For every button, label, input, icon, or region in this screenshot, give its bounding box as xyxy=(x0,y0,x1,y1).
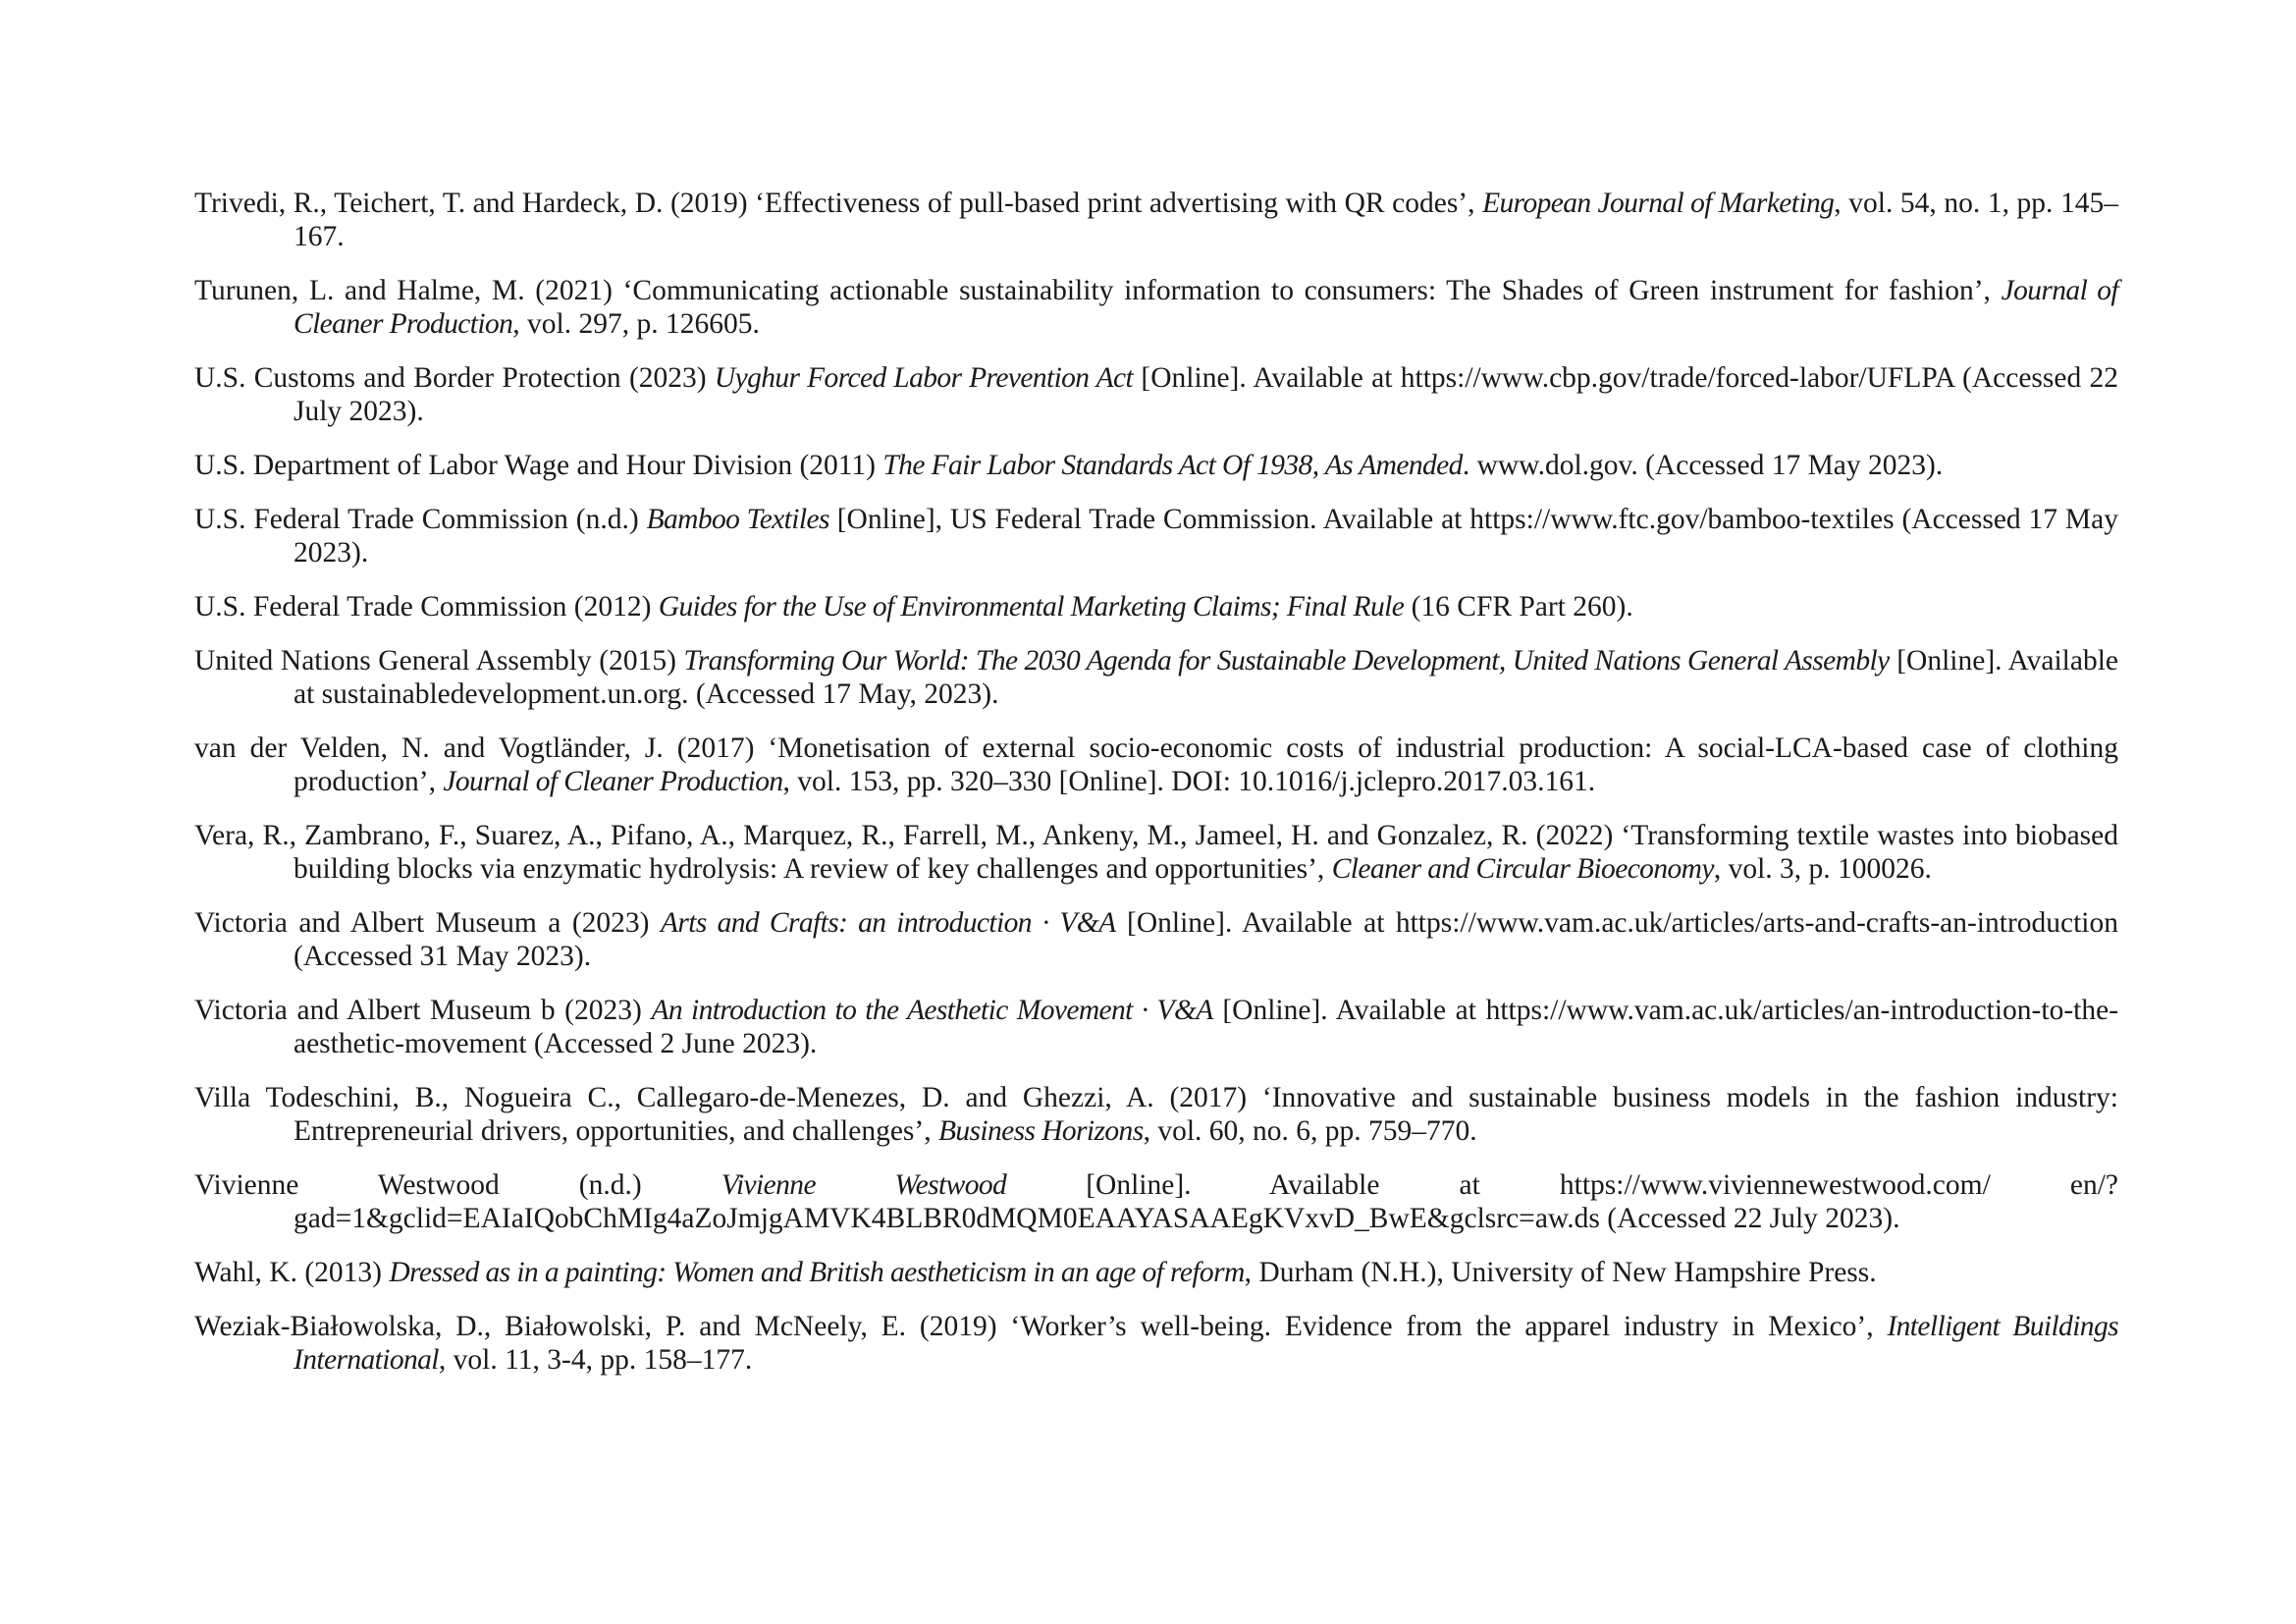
reference-entry xyxy=(194,644,2118,711)
reference-list xyxy=(194,187,2118,1397)
reference-text: U.S. Department of Labor Wage and Hour Division (2011) xyxy=(194,450,883,481)
reference-text: Vera, R., Zambrano, F., Suarez, A., Pifano, A., Marquez, R., Farrell, M., Ankeny, M., Jameel, H. and Gonzalez, R. (2022) ‘Transforming textile wastes into biobased building blocks via enzymatic hydrolysis: A review of key challenges and opportunities’, xyxy=(194,820,2118,885)
reference-text: U.S. Federal Trade Commission (n.d.) xyxy=(194,504,647,535)
reference-entry xyxy=(194,1256,2118,1289)
reference-details: [Online]. Available at sustainabledevelopment.un.org. (Accessed 17 May, 2023). xyxy=(294,645,2118,710)
reference-entry xyxy=(194,906,2118,973)
reference-entry xyxy=(194,1081,2118,1148)
reference-details: [Online], US Federal Trade Commission. Available at https://www.ftc.gov/bamboo-textiles (Accessed 17 May 2023). xyxy=(294,504,2118,568)
reference-details: [Online]. Available at https://www.cbp.gov/trade/forced-labor/UFLPA (Accessed 22 July 2023). xyxy=(294,362,2119,427)
reference-entry xyxy=(194,503,2118,569)
reference-entry xyxy=(194,590,2118,623)
reference-source-title: Cleaner and Circular Bioeconomy xyxy=(1331,853,1714,885)
reference-details: , Durham (N.H.), University of New Hampshire Press. xyxy=(1244,1257,1877,1288)
reference-text: United Nations General Assembly (2015) xyxy=(194,645,684,677)
reference-text: Trivedi, R., Teichert, T. and Hardeck, D. (2019) ‘Effectiveness of pull-based print advertising with QR codes’, xyxy=(194,188,1483,219)
reference-details: , vol. 11, 3-4, pp. 158–177. xyxy=(438,1344,753,1376)
reference-entry xyxy=(194,187,2118,253)
reference-text: van der Velden, N. and Vogtländer, J. (2017) ‘Monetisation of external socio-economic costs of industrial production: A social-LCA-based case of clothing production’, xyxy=(194,732,2118,797)
reference-details: [Online]. Available at https://www.vam.ac.uk/articles/arts-and-crafts-an-introduction (Accessed 31 May 2023). xyxy=(294,907,2119,972)
reference-source-title: Business Horizons xyxy=(937,1115,1144,1147)
reference-source-title: Journal of Cleaner Production xyxy=(443,766,783,797)
reference-entry xyxy=(194,361,2118,428)
reference-text: U.S. Federal Trade Commission (2012) xyxy=(194,591,659,623)
reference-details: , vol. 153, pp. 320–330 [Online]. DOI: 10.1016/j.jclepro.2017.03.161. xyxy=(782,766,1596,797)
reference-source-title: Journal of Cleaner Production xyxy=(294,275,2119,340)
reference-details: , vol. 297, p. 126605. xyxy=(512,308,760,340)
reference-details: . www.dol.gov. (Accessed 17 May 2023). xyxy=(1462,450,1944,481)
reference-text: Weziak-Białowolska, D., Białowolski, P. and McNeely, E. (2019) ‘Worker’s well-being. Evidence from the apparel industry in Mexico’, xyxy=(194,1311,1888,1342)
reference-text: Villa Todeschini, B., Nogueira C., Callegaro-de-Menezes, D. and Ghezzi, A. (2017) ‘Innovative and sustainable business models in the fashion industry: Entrepreneurial drivers, opportunities, and challenges’, xyxy=(194,1082,2118,1147)
reference-source-title: Bamboo Textiles xyxy=(646,504,829,535)
reference-details: [Online]. Available at https://www.vam.ac.uk/articles/an-introduction-to-the-aesthetic-movement (Accessed 2 June 2023). xyxy=(294,995,2119,1059)
reference-entry xyxy=(194,449,2118,482)
reference-details: , vol. 54, no. 1, pp. 145–167. xyxy=(294,188,2118,252)
reference-source-title: Dressed as in a painting: Women and British aestheticism in an age of reform xyxy=(389,1257,1245,1288)
reference-entry xyxy=(194,731,2118,798)
reference-source-title: Uyghur Forced Labor Prevention Act xyxy=(714,362,1134,394)
reference-source-title: Vivienne Westwood xyxy=(721,1169,1007,1201)
reference-source-title: Guides for the Use of Environmental Marketing Claims; Final Rule xyxy=(658,591,1405,623)
reference-details: , vol. 3, p. 100026. xyxy=(1713,853,1932,885)
reference-text: Victoria and Albert Museum b (2023) xyxy=(194,995,652,1026)
reference-text: Victoria and Albert Museum a (2023) xyxy=(194,907,661,939)
reference-entry xyxy=(194,994,2118,1060)
reference-entry xyxy=(194,274,2118,341)
reference-source-title: The Fair Labor Standards Act Of 1938, As Amended xyxy=(882,450,1463,481)
reference-details: (16 CFR Part 260). xyxy=(1404,591,1633,623)
reference-text: Wahl, K. (2013) xyxy=(194,1257,390,1288)
reference-source-title: European Journal of Marketing xyxy=(1482,188,1835,219)
reference-details: [Online]. Available at https://www.viviennewestwood.com/ en/?gad=1&gclid=EAIaIQobChMIg4aZoJmjgAMVK4BLBR0dMQM0EAAYASAAEgKVxvD_BwE&gclsrc=aw.ds (Accessed 22 July 2023). xyxy=(294,1169,2118,1234)
reference-source-title: Arts and Crafts: an introduction · V&A xyxy=(660,907,1116,939)
reference-text: U.S. Customs and Border Protection (2023) xyxy=(194,362,715,394)
reference-entry xyxy=(194,1310,2118,1377)
reference-entry xyxy=(194,1168,2118,1235)
reference-source-title: An introduction to the Aesthetic Movement · V&A xyxy=(651,995,1213,1026)
reference-details: , vol. 60, no. 6, pp. 759–770. xyxy=(1143,1115,1477,1147)
reference-entry xyxy=(194,819,2118,886)
reference-text: Vivienne Westwood (n.d.) xyxy=(194,1169,721,1201)
reference-source-title: Transforming Our World: The 2030 Agenda for Sustainable Development, United Nations General Assembly xyxy=(683,645,1890,677)
reference-text: Turunen, L. and Halme, M. (2021) ‘Communicating actionable sustainability information to consumers: The Shades of Green instrument for fashion’, xyxy=(194,275,2002,306)
reference-source-title: Intelligent Buildings International xyxy=(294,1311,2118,1376)
